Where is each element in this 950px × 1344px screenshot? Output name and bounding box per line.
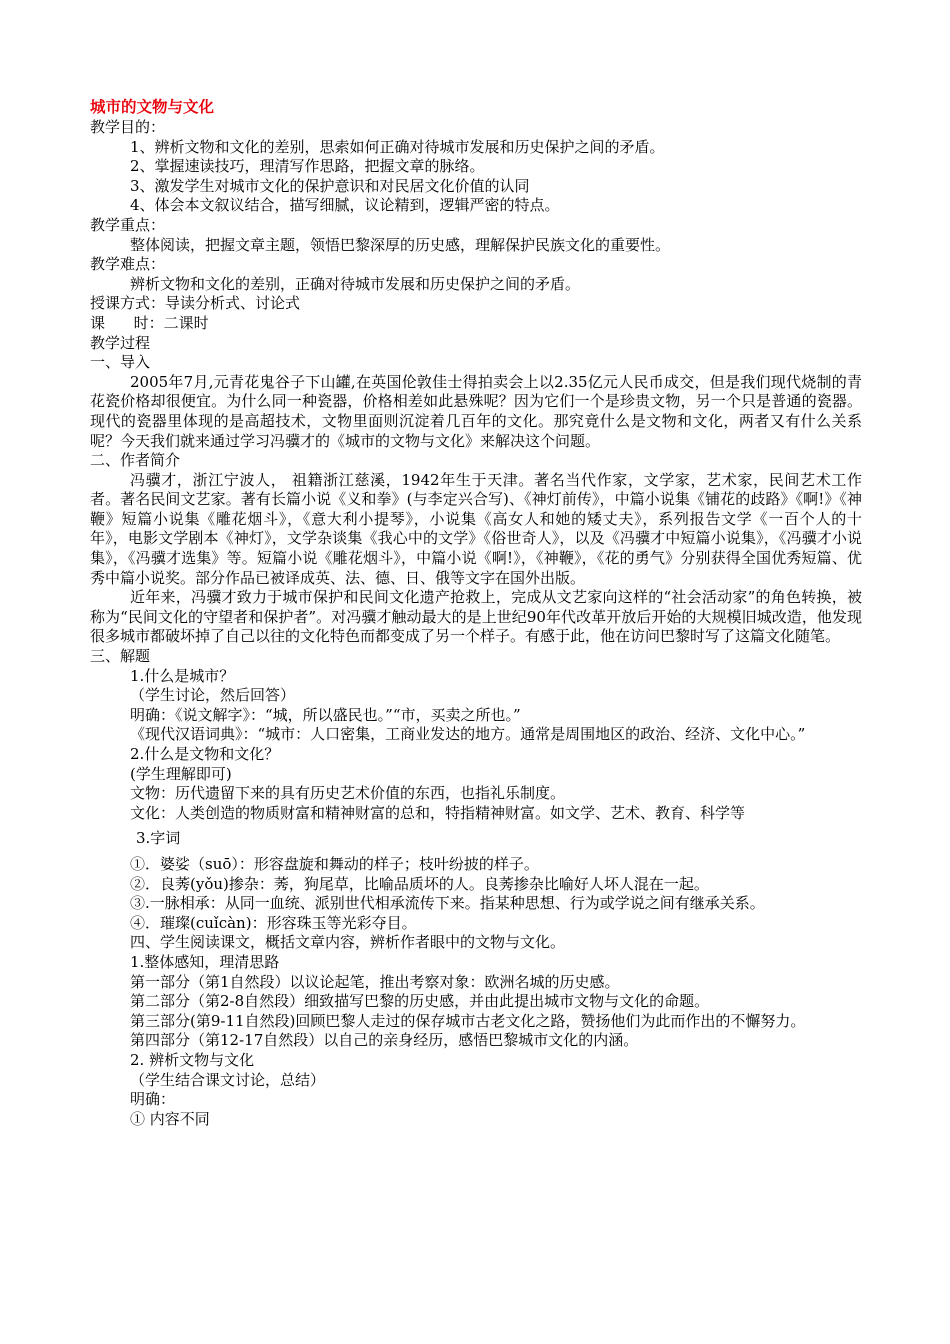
reading-clear: 明确： [130, 1090, 176, 1109]
author-paragraph-1: 冯骥才，浙江宁波人， 祖籍浙江慈溪，1942年生于天津。著名当代作家，文学家，艺术家，民间艺术工作者。著名民间文艺家。著有长篇小说《义和拳》(与李定兴合写)、《神灯前传》，中篇小说集《铺花的歧路》《啊!》《神鞭》短篇小说集《雕花烟斗》，《意大利小提琴》，小说集《高女人和她的矮丈夫》，系列报告文学《一百个人的十年》，电影文学剧本《神灯》，文学杂谈集《我心中的文学》《俗世奇人》，以及《冯骥才中短篇小说集》，《冯骥才小说集》，《冯骥才选集》等。短篇小说《雕花烟斗》，中篇小说《啊!》，《神鞭》，《花的勇气》分别获得全国优秀短篇、优秀中篇小说奖。部分作品已被译成英、法、德、日、俄等文字在国外出版。 [90, 470, 862, 587]
question-1-note: （学生讨论，然后回答） [130, 686, 296, 705]
class-hours: 课 时：二课时 [90, 313, 209, 332]
key-heading: 教学重点： [90, 215, 166, 234]
question-1-answer-2: 《现代汉语词典》：“城市：人口密集，工商业发达的地方。通常是周围地区的政治、经济、文化中心。” [130, 725, 806, 744]
part-4: 第四部分（第12-17自然段）以自己的亲身经历，感悟巴黎城市文化的内涵。 [130, 1031, 639, 1050]
reading-subheading-1: 1.整体感知，理清思路 [130, 952, 280, 971]
section-intro-text: 2005年7月,元青花鬼谷子下山罐,在英国伦敦佳士得拍卖会上以2.35亿元人民币成交，但是我们现代烧制的青花瓷价格却很便宜。为什么同一种瓷器，价格相差如此悬殊呢？因为它们一个是珍贵文物，另一个只是普通的瓷器。现代的瓷器里体现的是高超技术，文物里面则沉淀着几百年的文化。那究竟什么是文物和文化，两者又有什么关系呢？今天我们就来通过学习冯骥才的《城市的文物与文化》来解决这个问题。 [90, 372, 862, 450]
word-item: ③.一脉相承：从同一血统、派别世代相承流传下来。指某种思想、行为或学说之间有继承关系。 [130, 894, 765, 913]
goals-heading: 教学目的： [90, 118, 166, 136]
process-heading: 教学过程 [90, 333, 151, 352]
reading-note: （学生结合课文讨论，总结） [130, 1070, 326, 1089]
difficult-heading: 教学难点： [90, 255, 166, 274]
goal-item: 4、体会本文叙议结合，描写细腻，议论精到，逻辑严密的特点。 [130, 196, 560, 215]
goal-item: 3、激发学生对城市文化的保护意识和对民居文化价值的认同 [130, 176, 530, 195]
question-2-note: (学生理解即可) [130, 764, 232, 783]
question-3: 3.字词 [136, 829, 181, 848]
difficult-text: 辨析文物和文化的差别，正确对待城市发展和历史保护之间的矛盾。 [130, 274, 581, 293]
goal-item: 2、掌握速读技巧，理清写作思路，把握文章的脉络。 [130, 157, 485, 176]
document-page [90, 96, 862, 1129]
section-author-heading: 二、作者简介 [90, 451, 181, 470]
section-reading-heading: 四、学生阅读课文，概括文章内容，辨析作者眼中的文物与文化。 [130, 933, 566, 952]
part-2: 第二部分（第2-8自然段）细致描写巴黎的历史感，并由此提出城市文物与文化的命题。 [130, 992, 710, 1011]
reading-item-1: ① 内容不同 [130, 1109, 210, 1128]
word-item: ②．良莠(yǒu)掺杂：莠，狗尾草，比喻品质坏的人。良莠掺杂比喻好人坏人混在一起。 [130, 874, 709, 893]
author-paragraph-2: 近年来，冯骥才致力于城市保护和民间文化遗产抢救上，完成从文艺家向这样的“社会活动家”的角色转换，被称为“民间文化的守望者和保护者”。对冯骥才触动最大的是上世纪90年代改革开放后开始的大规模旧城改造，他发现很多城市都破坏掉了自己以往的文化特色而都变成了另一个样子。有感于此，他在访问巴黎时写了这篇文化随笔。 [90, 588, 862, 646]
question-1-answer-1: 明确：《说文解字》：“城，所以盛民也。”“市，买卖之所也。” [130, 705, 521, 724]
key-text: 整体阅读，把握文章主题，领悟巴黎深厚的历史感，理解保护民族文化的重要性。 [130, 235, 671, 254]
part-1: 第一部分（第1自然段）以议论起笔，推出考察对象：欧洲名城的历史感。 [130, 972, 620, 991]
section-title-heading: 三、解题 [90, 647, 151, 666]
goal-item: 1、辨析文物和文化的差别，思索如何正确对待城市发展和历史保护之间的矛盾。 [130, 137, 665, 156]
question-2-answer-2: 文化：人类创造的物质财富和精神财富的总和，特指精神财富。如文学、艺术、教育、科学等 [130, 803, 746, 822]
question-2-answer-1: 文物：历代遗留下来的具有历史艺术价值的东西，也指礼乐制度。 [130, 784, 566, 803]
page-title: 城市的文物与文化 [90, 97, 215, 116]
word-item: ④．璀璨(cuǐcàn)：形容珠玉等光彩夺目。 [130, 913, 417, 932]
question-2: 2.什么是文物和文化？ [130, 745, 280, 763]
teaching-method: 授课方式：导读分析式、讨论式 [90, 294, 301, 313]
word-item: ①．婆娑（suō）：形容盘旋和舞动的样子；枝叶纷披的样子。 [130, 854, 539, 873]
question-1: 1.什么是城市？ [130, 666, 235, 685]
section-intro-heading: 一、导入 [90, 353, 151, 372]
reading-subheading-2: 2. 辨析文物与文化 [130, 1050, 255, 1069]
part-3: 第三部分(第9-11自然段)回顾巴黎人走过的保存城市古老文化之路，赞扬他们为此而作出的不懈努力。 [130, 1011, 806, 1030]
